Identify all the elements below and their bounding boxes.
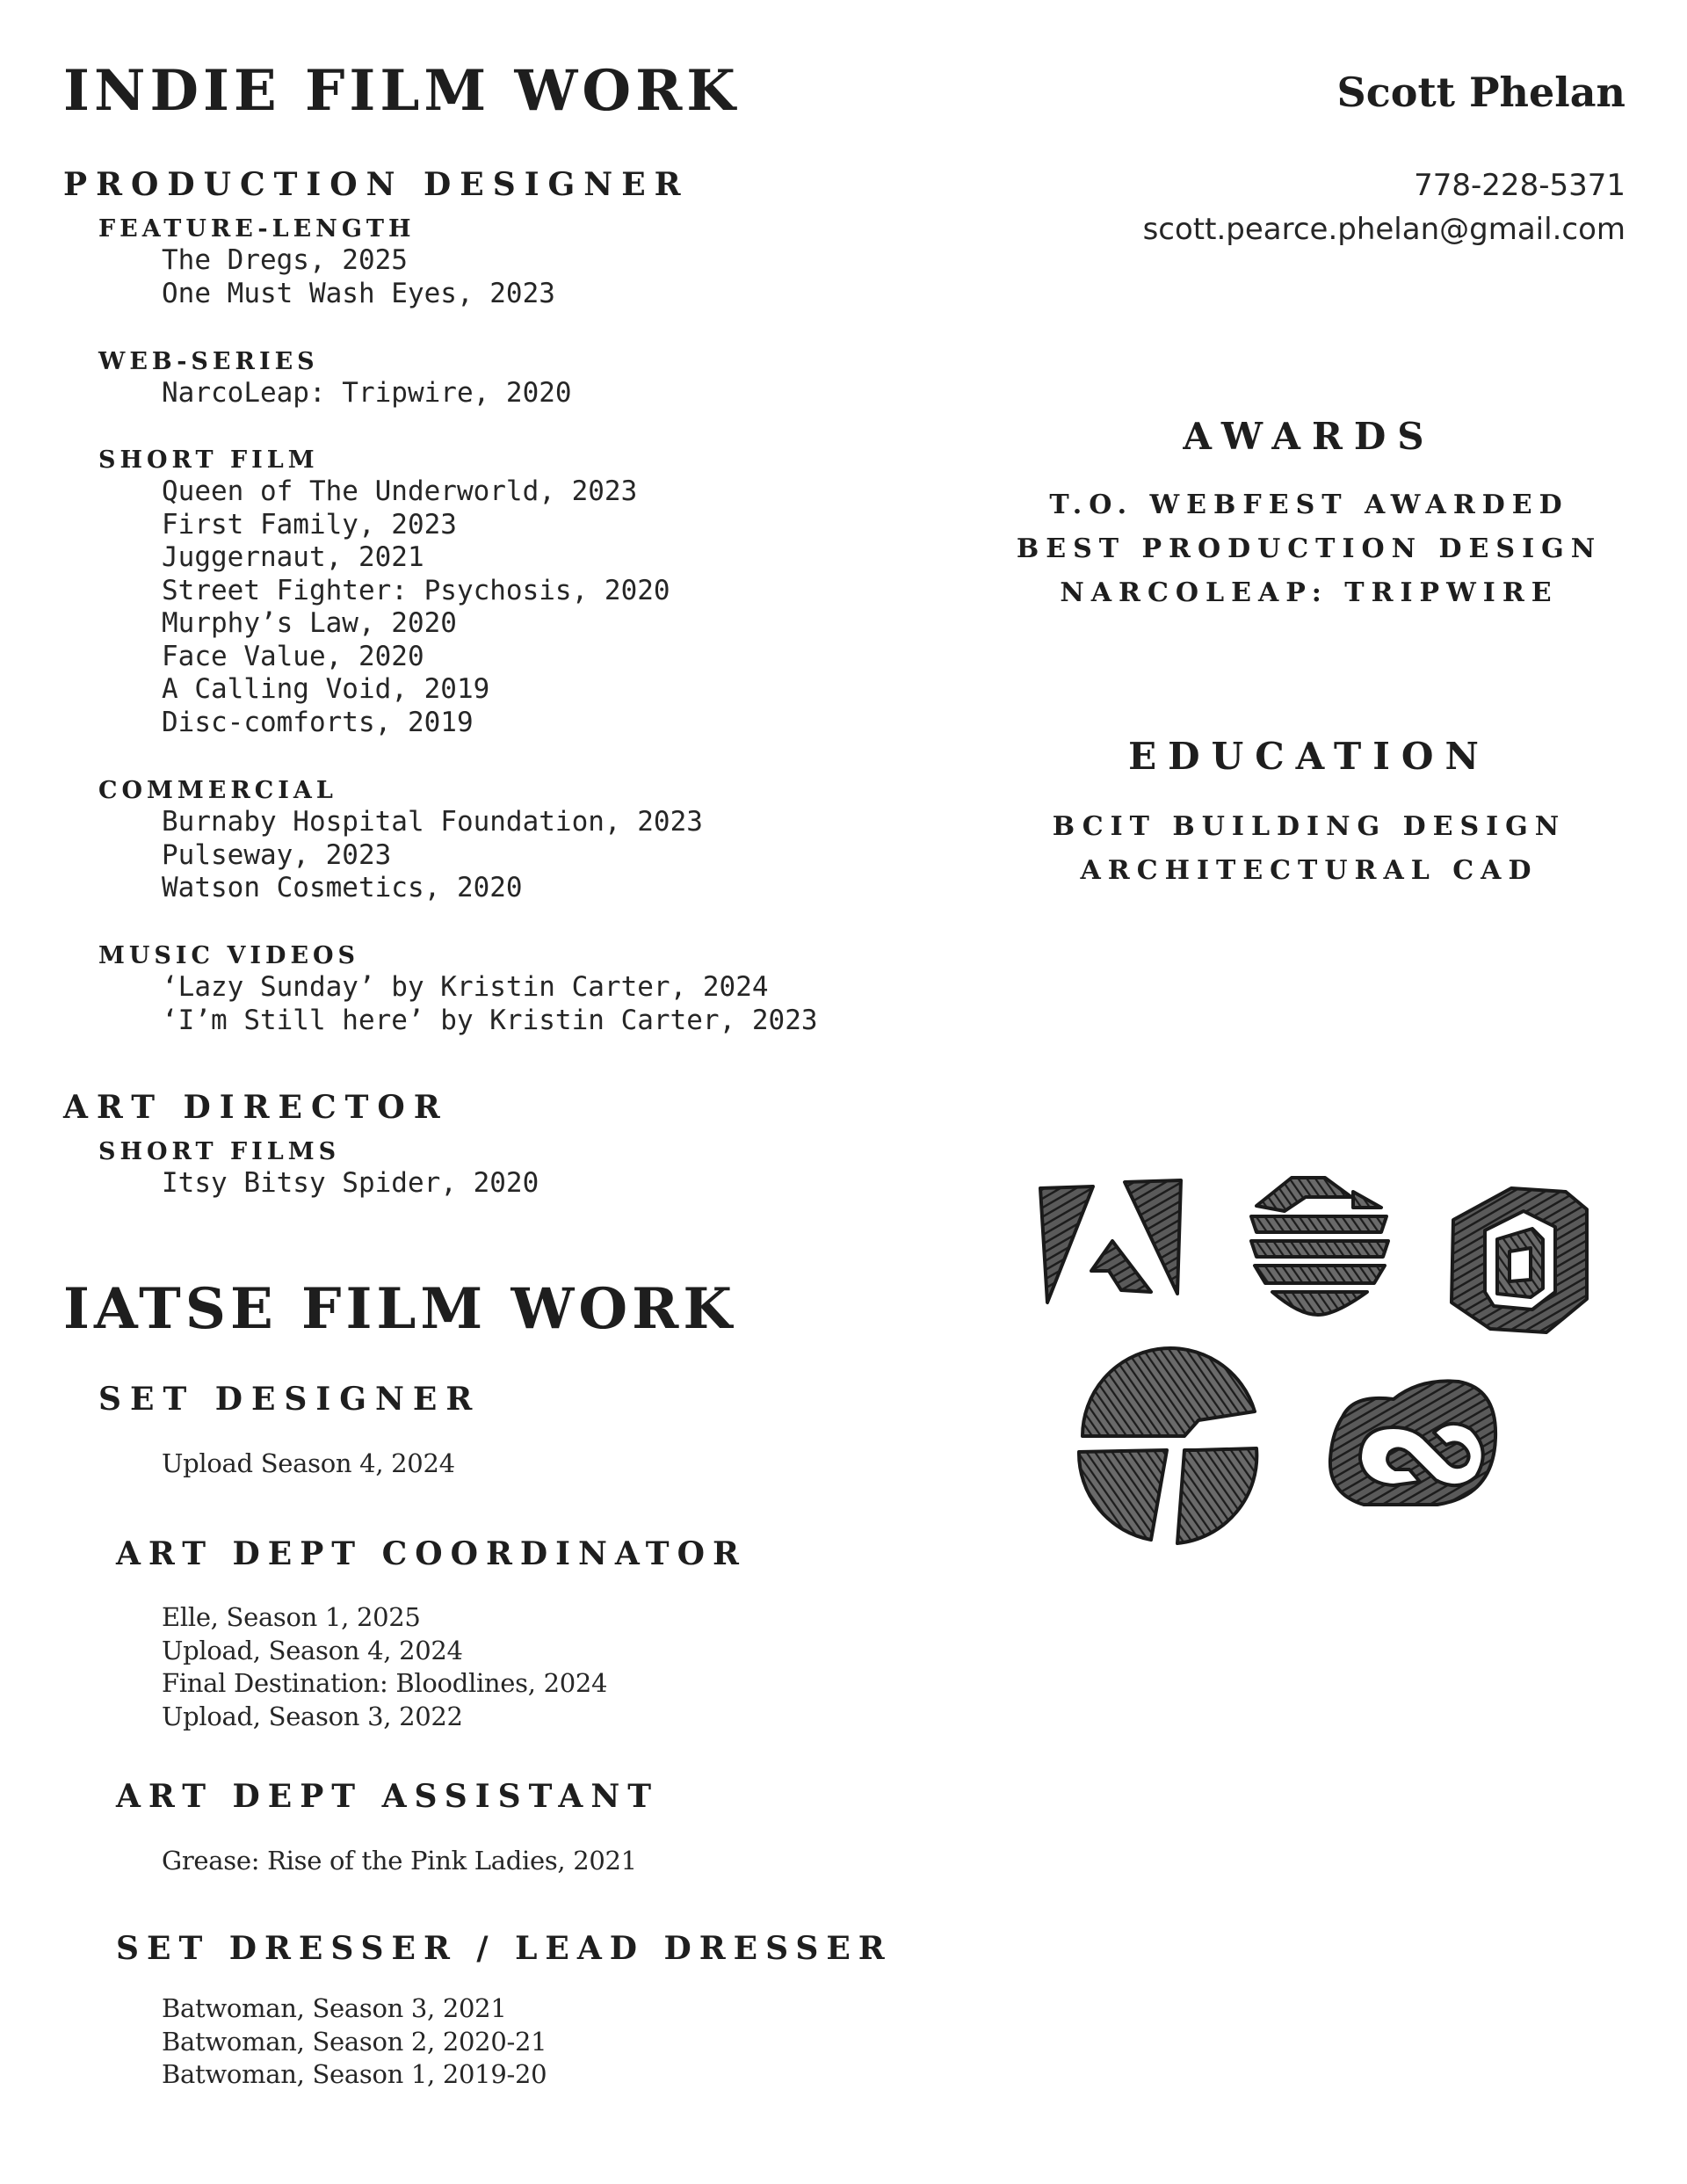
list-item: Watson Cosmetics, 2020 <box>162 872 523 903</box>
list-item: Street Fighter: Psychosis, 2020 <box>162 574 670 606</box>
education-section <box>1002 735 1617 893</box>
feature-length-heading: FEATURE-LENGTH <box>98 215 416 243</box>
contact-block <box>1143 163 1625 251</box>
list-item: Murphy’s Law, 2020 <box>162 607 457 639</box>
production-designer-heading: PRODUCTION DESIGNER <box>63 166 690 203</box>
list-item: Final Destination: Bloodlines, 2024 <box>162 1668 608 1698</box>
commercial-list <box>162 806 703 905</box>
list-item: Elle, Season 1, 2025 <box>162 1602 421 1632</box>
list-item: Upload Season 4, 2024 <box>162 1448 455 1478</box>
awards-section <box>1002 415 1617 615</box>
music-videos-heading: MUSIC VIDEOS <box>98 942 360 969</box>
list-item: Pulseway, 2023 <box>162 838 392 871</box>
education-line: ARCHITECTURAL CAD <box>1080 855 1539 886</box>
award-line: NARCOLEAP: TRIPWIRE <box>1060 577 1559 608</box>
list-item: Burnaby Hospital Foundation, 2023 <box>162 806 703 838</box>
education-heading: EDUCATION <box>1128 735 1490 778</box>
email-address: scott.pearce.phelan@gmail.com <box>1142 212 1625 247</box>
list-item: Disc-comforts, 2019 <box>162 706 474 738</box>
list-item: Batwoman, Season 1, 2019-20 <box>162 2059 547 2089</box>
art-dept-assistant-heading: ART DEPT ASSISTANT <box>116 1778 660 1815</box>
set-designer-heading: SET DESIGNER <box>98 1381 481 1418</box>
list-item: Batwoman, Season 2, 2020-21 <box>162 2026 547 2057</box>
iatse-film-work-heading: IATSE FILM WORK <box>63 1276 736 1342</box>
phone-number: 778-228-5371 <box>1414 168 1625 203</box>
art-director-heading: ART DIRECTOR <box>63 1089 449 1126</box>
award-line: BEST PRODUCTION DESIGN <box>1016 533 1603 564</box>
list-item: Face Value, 2020 <box>162 640 424 672</box>
indie-film-work-heading: INDIE FILM WORK <box>63 58 740 124</box>
list-item: Itsy Bitsy Spider, 2020 <box>162 1167 539 1199</box>
short-films-list <box>162 1167 539 1201</box>
list-item: Upload, Season 3, 2022 <box>162 1701 463 1731</box>
list-item: Juggernaut, 2021 <box>162 541 424 573</box>
art-dept-coordinator-list <box>162 1601 607 1733</box>
awards-heading: AWARDS <box>1183 415 1436 458</box>
short-films-heading: SHORT FILMS <box>98 1138 341 1165</box>
web-series-heading: WEB-SERIES <box>98 348 319 375</box>
commercial-heading: COMMERCIAL <box>98 777 337 804</box>
list-item: A Calling Void, 2019 <box>162 673 490 705</box>
art-dept-coordinator-heading: ART DEPT COORDINATOR <box>116 1535 747 1572</box>
award-line: T.O. WEBFEST AWARDED <box>1049 490 1569 520</box>
list-item: Grease: Rise of the Pink Ladies, 2021 <box>162 1846 637 1876</box>
vectorworks-icon <box>1079 1348 1256 1543</box>
adobe-icon <box>1040 1180 1181 1302</box>
list-item: NarcoLeap: Tripwire, 2020 <box>162 377 572 409</box>
applicant-name: Scott Phelan <box>1336 69 1625 116</box>
list-item: ‘I’m Still here’ by Kristin Carter, 2023 <box>162 1004 818 1036</box>
art-dept-assistant-list <box>162 1845 637 1878</box>
list-item: Queen of The Underworld, 2023 <box>162 475 638 507</box>
list-item: ‘Lazy Sunday’ by Kristin Carter, 2024 <box>162 971 769 1003</box>
list-item: Batwoman, Season 3, 2021 <box>162 1993 507 2023</box>
feature-length-list <box>162 244 555 310</box>
list-item: Upload, Season 4, 2024 <box>162 1635 463 1665</box>
autodesk-icon <box>1251 1178 1388 1315</box>
sketchup-icon <box>1452 1188 1587 1332</box>
web-series-list <box>162 377 572 410</box>
short-film-heading: SHORT FILM <box>98 446 319 474</box>
creative-cloud-icon <box>1330 1381 1495 1505</box>
short-film-list <box>162 475 670 739</box>
set-dresser-list <box>162 1992 547 2092</box>
list-item: One Must Wash Eyes, 2023 <box>162 277 555 309</box>
education-line: BCIT BUILDING DESIGN <box>1052 811 1567 842</box>
music-videos-list <box>162 971 818 1037</box>
set-designer-list <box>162 1448 455 1481</box>
list-item: The Dregs, 2025 <box>162 244 408 276</box>
set-dresser-heading: SET DRESSER / LEAD DRESSER <box>116 1930 893 1967</box>
list-item: First Family, 2023 <box>162 508 457 541</box>
